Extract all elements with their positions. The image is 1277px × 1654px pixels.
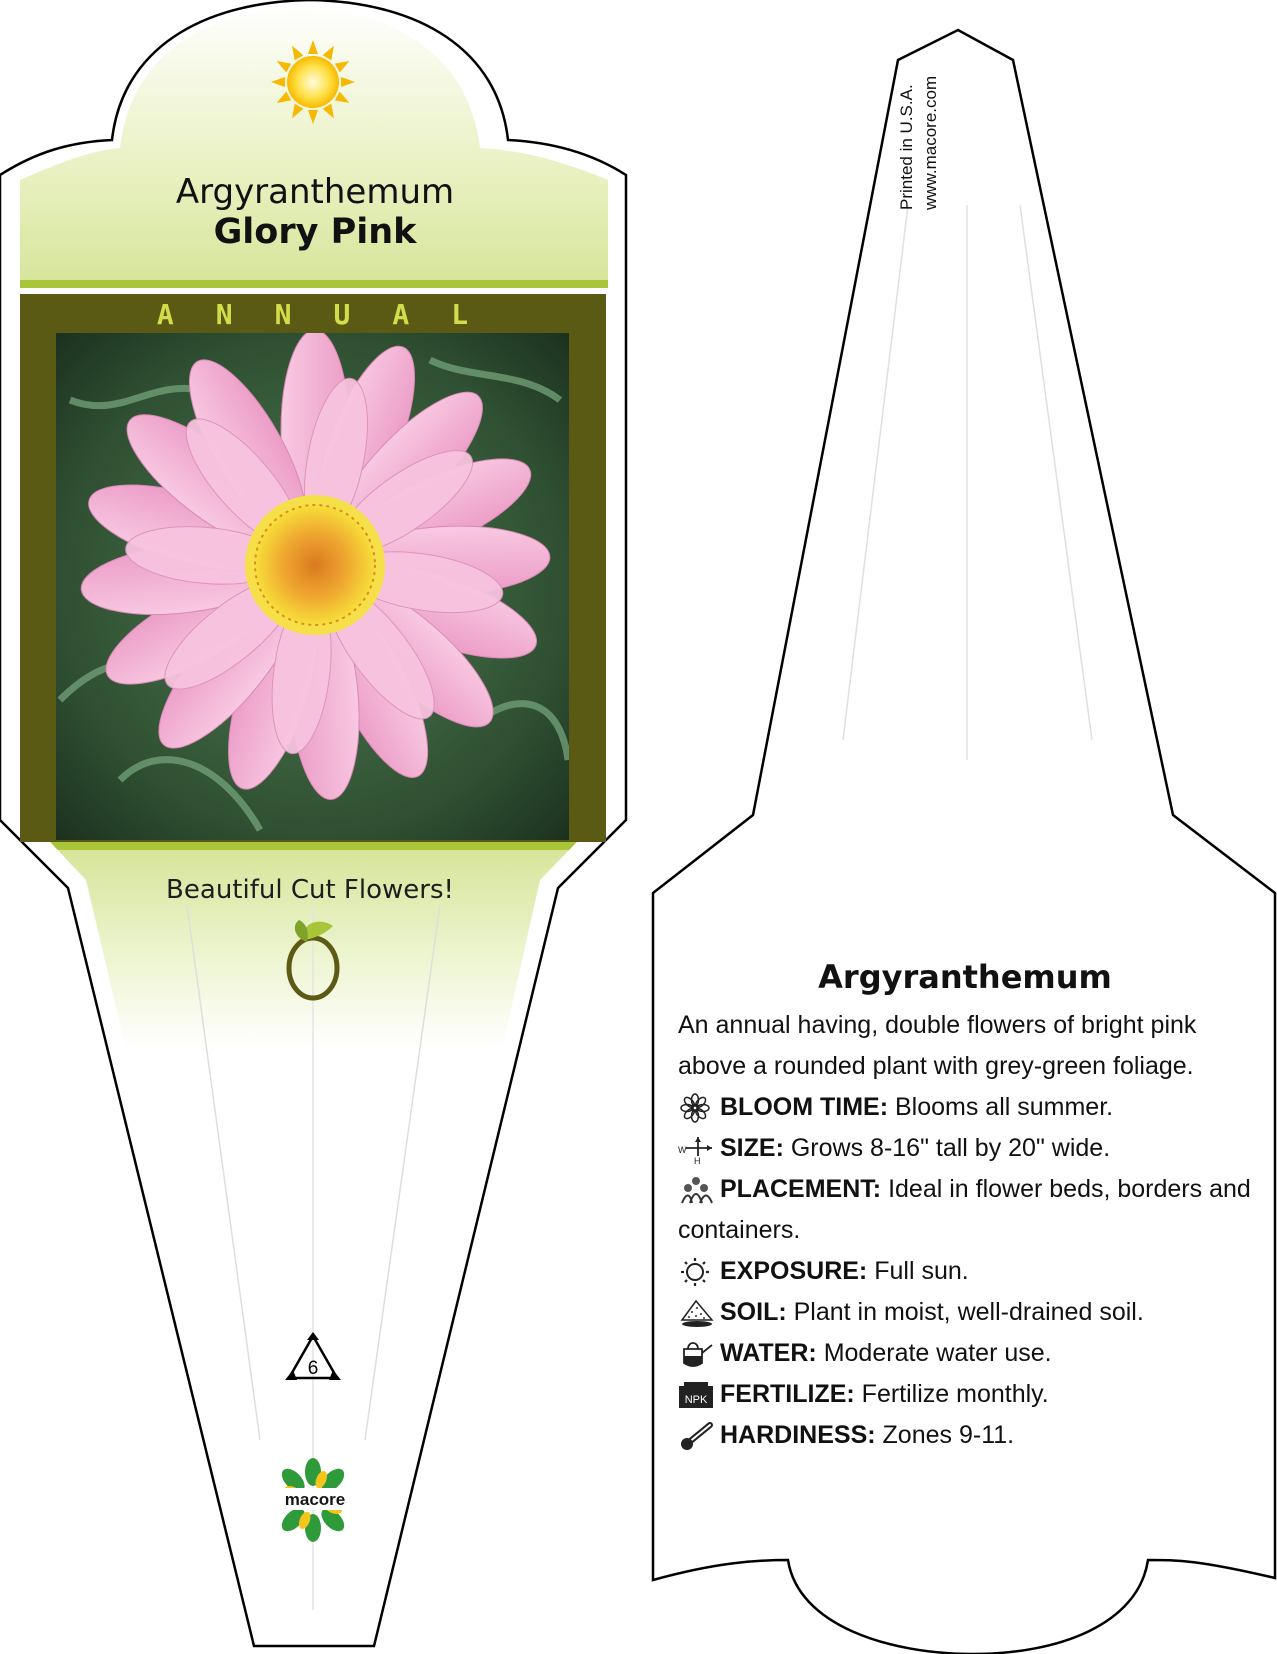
sun-icon (678, 1257, 716, 1287)
size-arrows-icon (678, 1134, 716, 1164)
attr-label: PLACEMENT: (720, 1175, 882, 1203)
attr-label: EXPOSURE: (720, 1257, 868, 1285)
flower-photo (56, 330, 569, 840)
size-w-letter: W (678, 1145, 687, 1156)
attr-label: HARDINESS: (720, 1421, 876, 1449)
plant-description: An annual having, double flowers of bright pink above a rounded plant with grey-green foliage. (678, 1011, 1197, 1080)
npk-label: NPK (684, 1394, 708, 1407)
attr-value: Zones 9-11. (882, 1421, 1015, 1449)
soil-icon (678, 1298, 716, 1328)
variety-name-heading: Glory Pink (213, 212, 417, 252)
attr-value: Fertilize monthly. (861, 1380, 1049, 1408)
website-text: www.macore.com (921, 75, 940, 210)
attr-soil (678, 1292, 1258, 1333)
plant-category-label: ANNUAL (156, 298, 511, 331)
attr-value: Blooms all summer. (894, 1093, 1114, 1121)
attr-placement (678, 1169, 1258, 1251)
attr-value: Plant in moist, well-drained soil. (793, 1298, 1144, 1326)
attr-label: SOIL: (720, 1298, 787, 1326)
recycle-number: 6 (307, 1358, 319, 1379)
attr-exposure (678, 1251, 1258, 1292)
attr-label: FERTILIZE: (720, 1380, 855, 1408)
attr-bloom-time (678, 1087, 1258, 1128)
attr-value: Ideal in flower beds, borders and containers. (678, 1175, 1251, 1244)
attr-value: Moderate water use. (823, 1339, 1052, 1367)
attr-label: BLOOM TIME: (720, 1093, 889, 1121)
attr-label: SIZE: (720, 1134, 784, 1162)
back-title: Argyranthemum (818, 958, 1112, 996)
thermometer-icon (678, 1421, 716, 1451)
common-name-heading: Argyranthemum (175, 172, 455, 212)
npk-fertilizer-icon (678, 1380, 716, 1410)
watering-can-icon (678, 1339, 716, 1369)
printed-origin: Printed in U.S.A. (897, 84, 916, 210)
placement-plants-icon (678, 1175, 716, 1205)
attr-water (678, 1333, 1258, 1374)
attr-size (678, 1128, 1258, 1169)
attr-value: Full sun. (874, 1257, 969, 1285)
attr-label: WATER: (720, 1339, 817, 1367)
attr-hardiness (678, 1415, 1258, 1456)
brand-wordmark: macore (284, 1490, 346, 1509)
size-h-letter: H (694, 1156, 701, 1165)
attr-value: Grows 8-16" tall by 20" wide. (790, 1134, 1111, 1162)
flower-icon (678, 1093, 716, 1123)
printed-in-text (895, 76, 943, 210)
attr-fertilize (678, 1374, 1258, 1415)
tagline: Beautiful Cut Flowers! (166, 875, 454, 905)
